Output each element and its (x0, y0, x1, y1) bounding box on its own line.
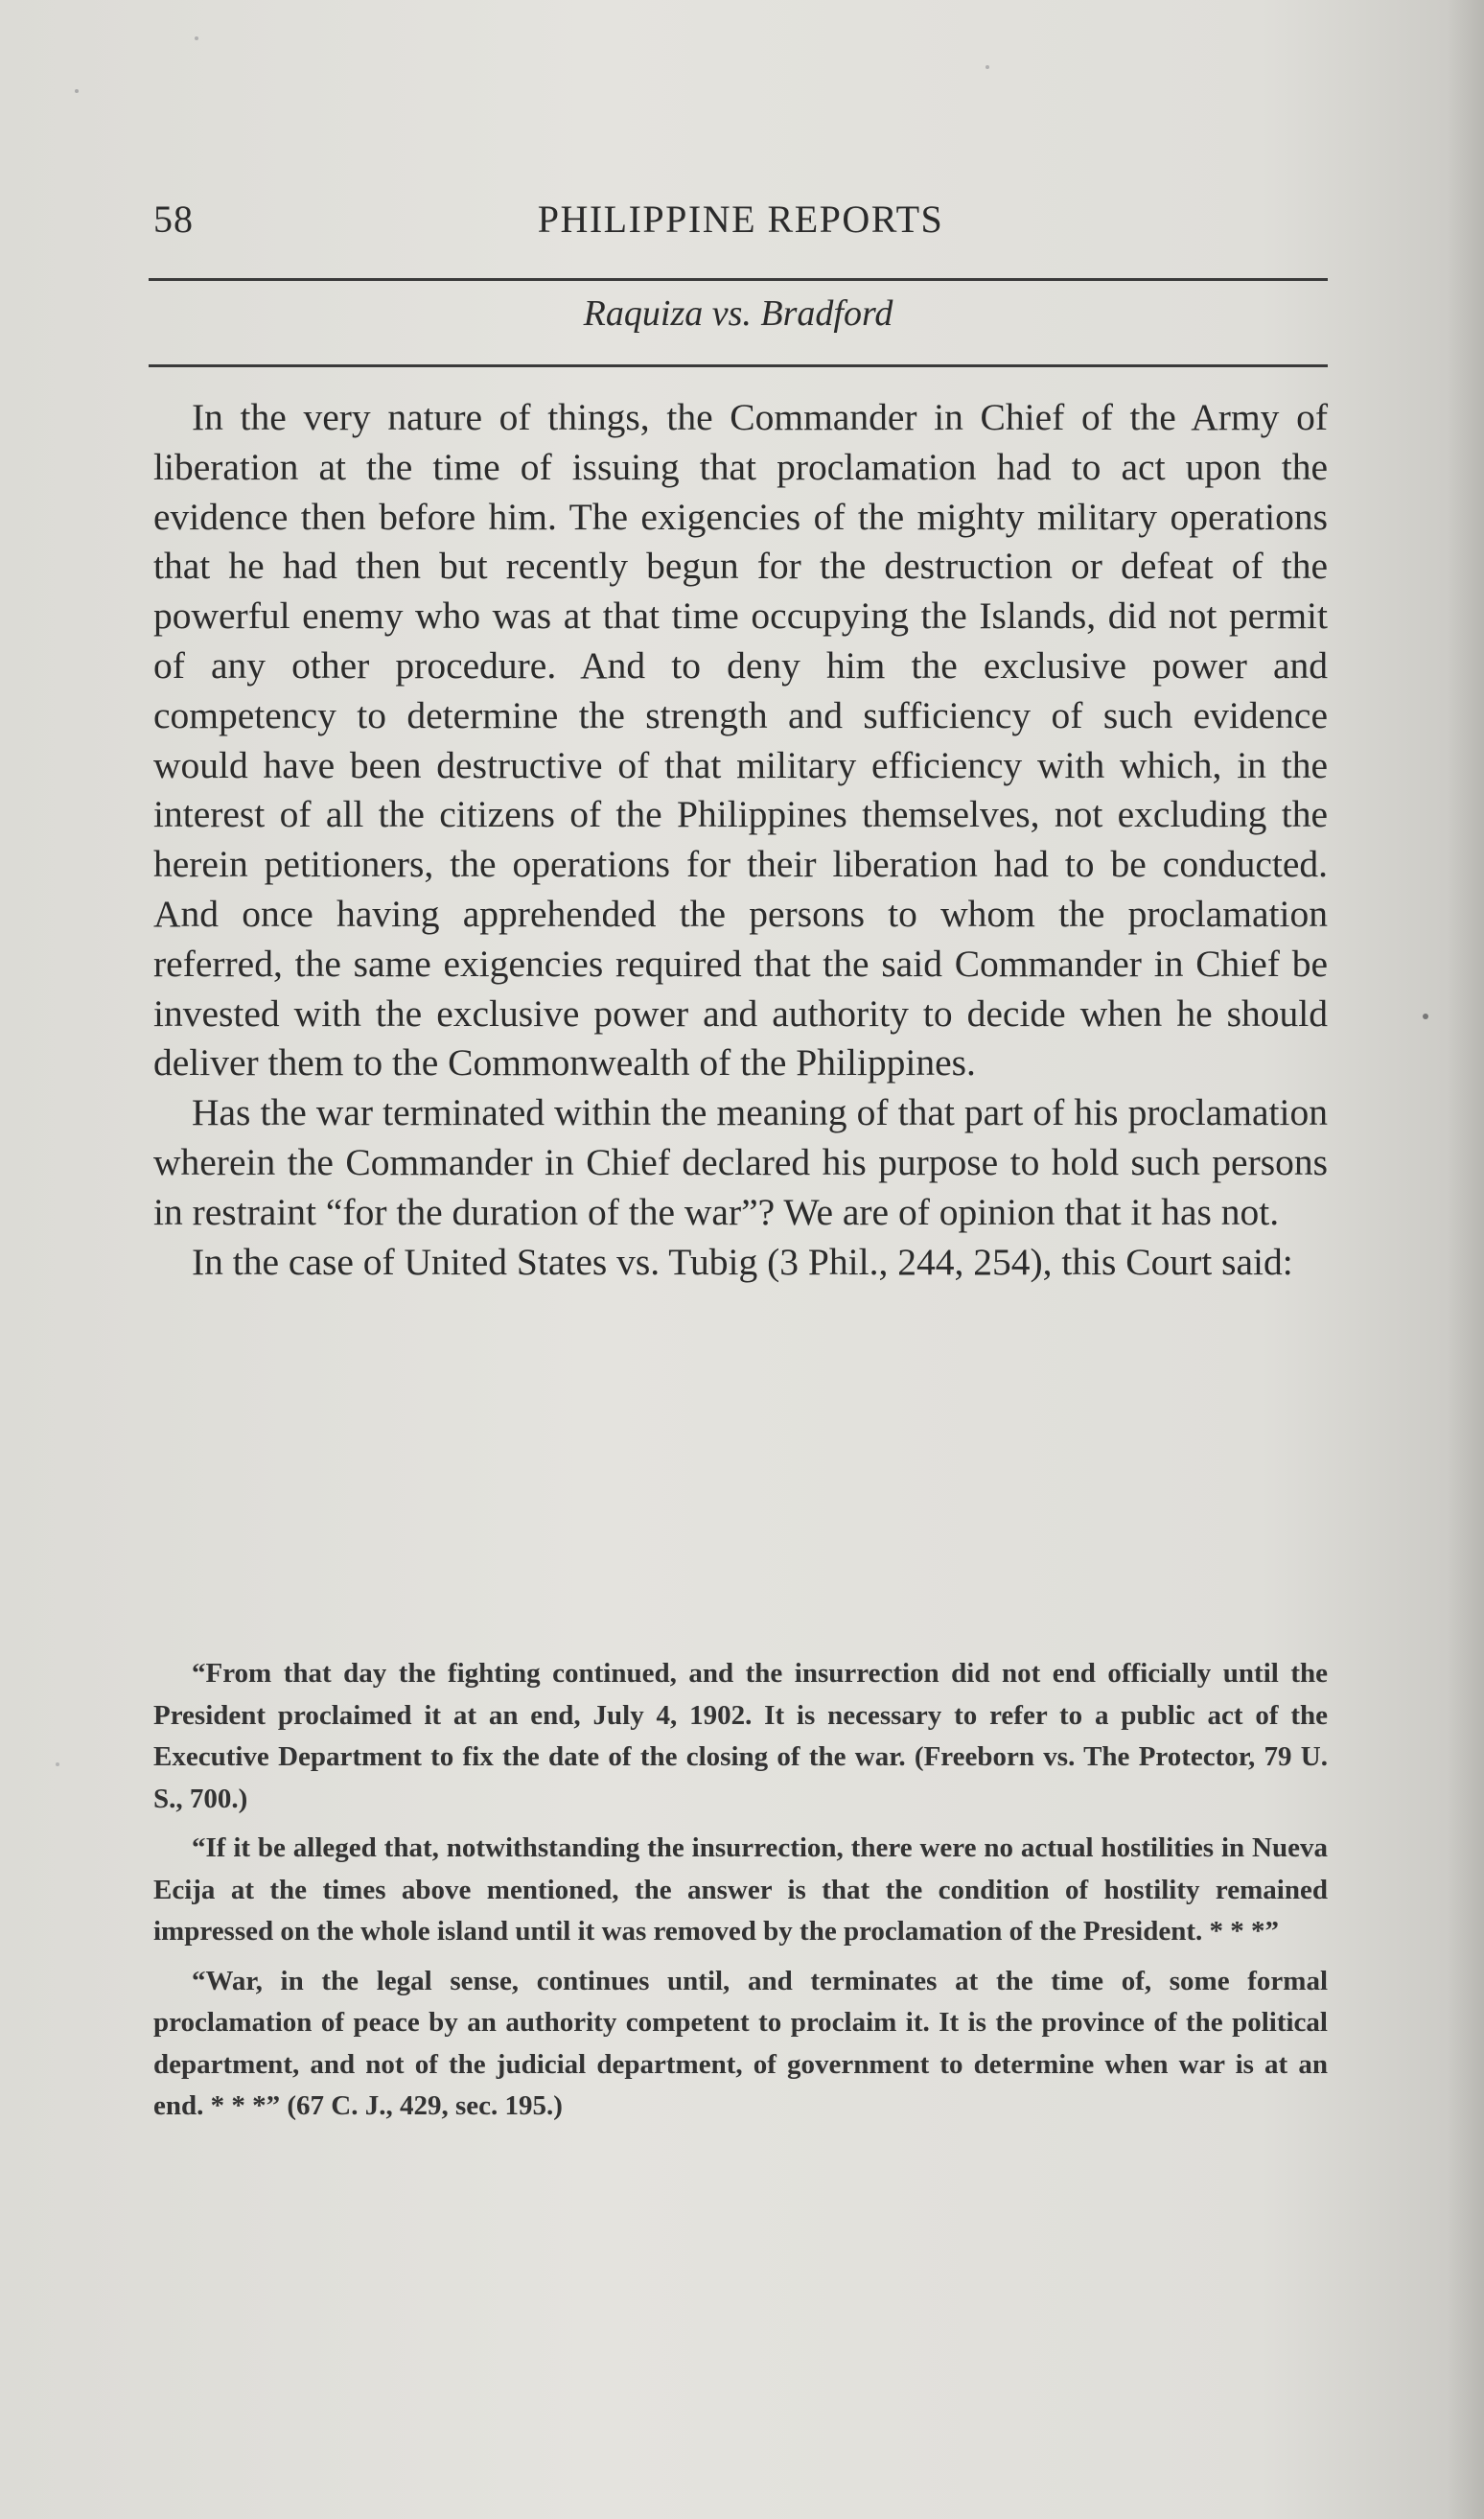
body-paragraph: In the case of United States vs. Tubig (3 Phil., 244, 254), this Court said: (192, 1240, 1293, 1283)
case-title: Raquiza vs. Bradford (583, 293, 893, 334)
quote-paragraph: “From that day the fighting continued, and the insurrection did not end officially until the President proclaimed it at an end, July 4, 1902. It is necessary to refer to a public act of the Executive Department to fix the date of the closing of the war. (Freeborn vs. The Protector, 79 U. S., 700.) (153, 1658, 1328, 1814)
header-rule-bottom (149, 364, 1328, 367)
page-number: 58 (153, 198, 194, 241)
page-header (153, 197, 1328, 264)
page-edge-shadow (1448, 0, 1484, 2519)
quote-paragraph: “War, in the legal sense, continues until, and terminates at the time of, some formal proclamation of peace by an authority competent to proclaim it. It is the province of the political department, and not of the judicial department, of government to determine when war is at an end. * * *” (67 C. J., 429, sec. 195.) (153, 1965, 1328, 2121)
running-title: PHILIPPINE REPORTS (537, 198, 944, 241)
opinion-body (153, 393, 1328, 1287)
block-quote (153, 1653, 1328, 2135)
body-paragraph: In the very nature of things, the Commander in Chief of the Army of liberation at the time of issuing that proclamation had to act upon the evidence then before him. The exigencies of the mighty military operations that he had then but recently begun for the destruction or defeat of the powerful enemy who was at that time occupying the Islands, did not permit of any other procedure. And to deny him the exclusive power and competency to determine the strength and sufficiency of such evidence would have been destructive of that military efficiency with which, in the interest of all the citizens of the Philippines themselves, not excluding the herein petitioners, the operations for their liberation had to be conducted. And once having apprehended the persons to whom the proclamation referred, the same exigencies required that the said Commander in Chief be invested with the exclusive power and authority to decide when he should deliver them to the Commonwealth of the Philippines. (153, 396, 1328, 1085)
header-rule-top (149, 278, 1328, 281)
quote-paragraph: “If it be alleged that, notwithstanding the insurrection, there were no actual hostilities in Nueva Ecija at the times above mentioned, the answer is that the condition of hostility remained impressed on the whole island until it was removed by the proclamation of the President. * * *” (153, 1832, 1328, 1947)
body-paragraph: Has the war terminated within the meaning of that part of his proclamation wherein the Commander in Chief declared his purpose to hold such persons in restraint “for the duration of the war”? We are of opinion that it has not. (153, 1091, 1328, 1233)
